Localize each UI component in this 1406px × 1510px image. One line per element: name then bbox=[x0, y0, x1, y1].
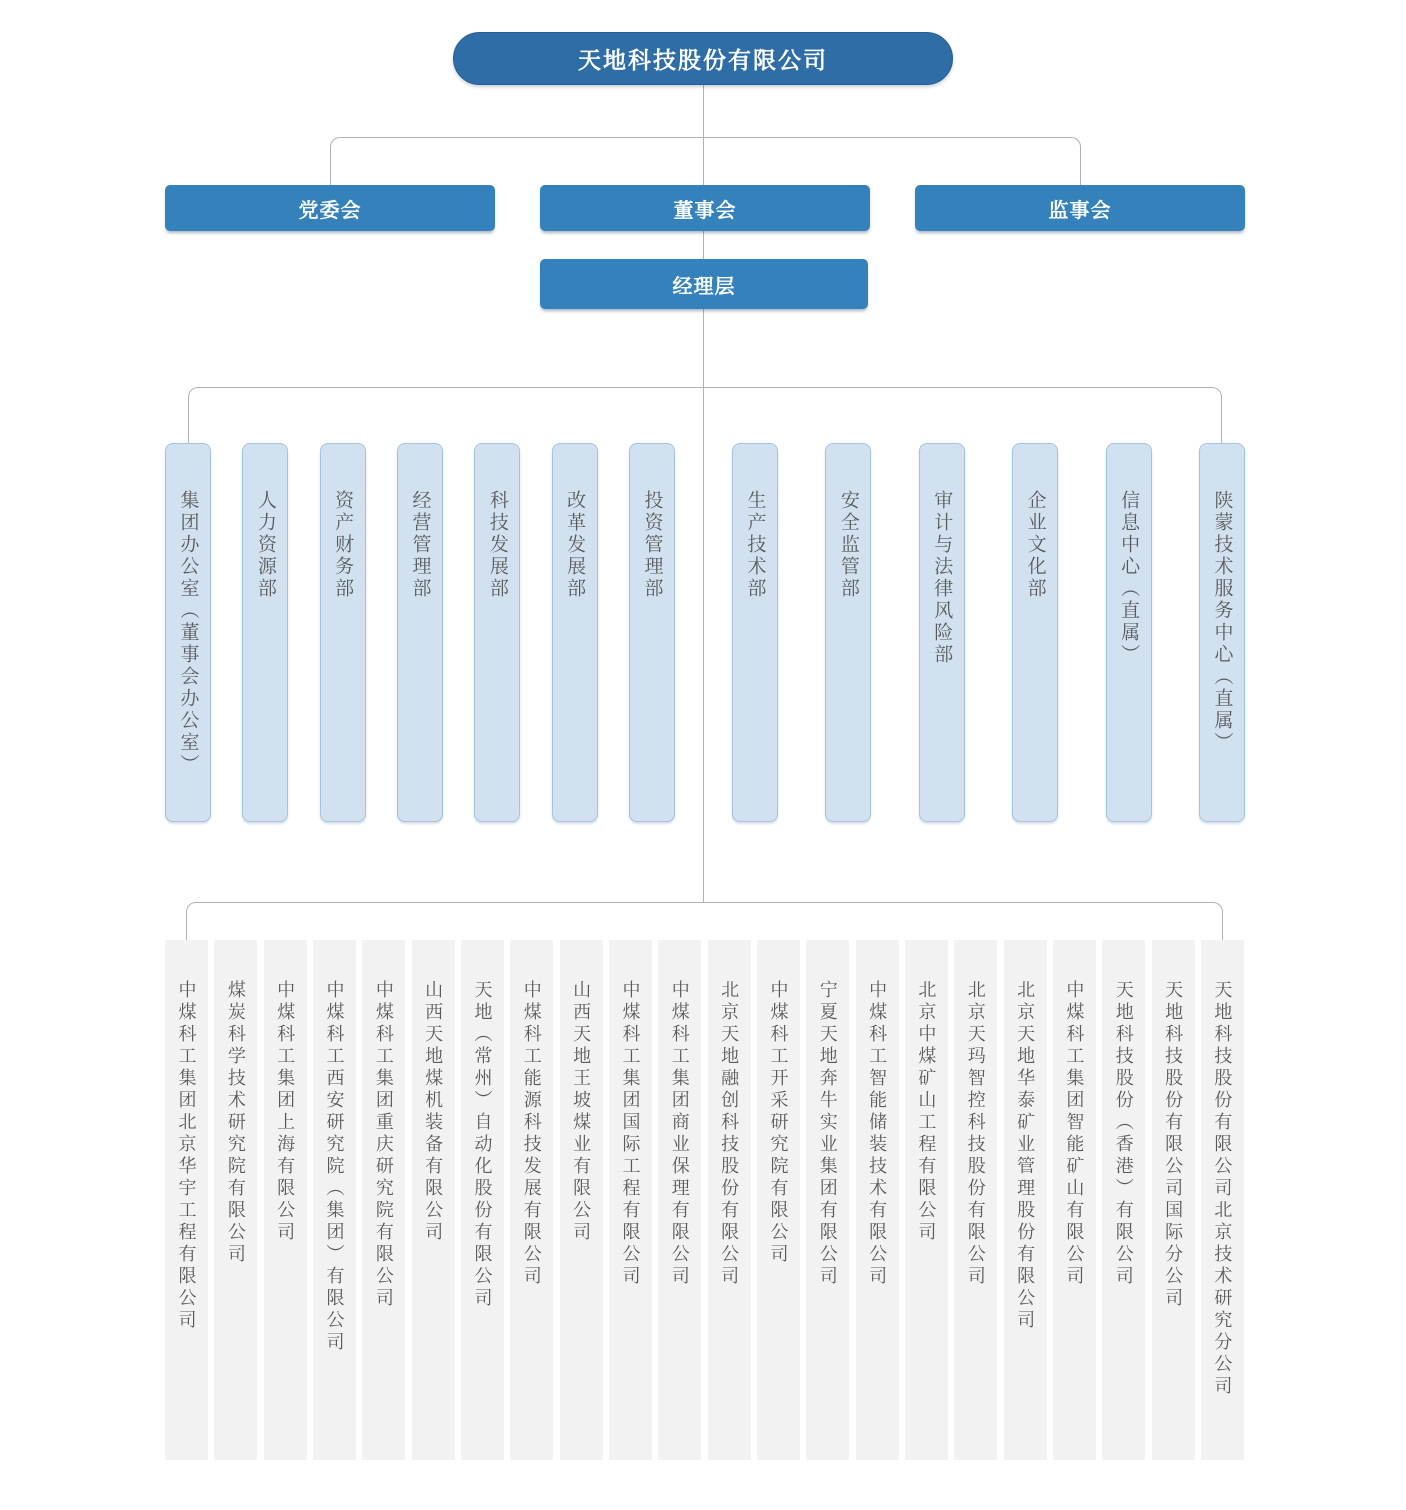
subsidiary-label: 中煤科工集团智能矿山有限公司 bbox=[1064, 980, 1085, 1288]
subsidiary-box bbox=[412, 940, 455, 1460]
subsidiary-box bbox=[1053, 940, 1096, 1460]
department-row bbox=[165, 443, 1245, 822]
department-label: 审计与法律风险部 bbox=[931, 490, 953, 666]
department-label: 安全监管部 bbox=[837, 490, 859, 600]
department-label: 经营管理部 bbox=[409, 490, 431, 600]
board-of-directors-box bbox=[540, 185, 870, 231]
subsidiary-label: 北京天地融创科技股份有限公司 bbox=[719, 980, 740, 1288]
subsidiary-box bbox=[264, 940, 307, 1460]
department-label: 生产技术部 bbox=[744, 490, 766, 600]
department-group-right bbox=[732, 443, 1245, 822]
department-box bbox=[320, 443, 366, 822]
subsidiary-label: 中煤科工集团国际工程有限公司 bbox=[620, 980, 641, 1288]
department-label: 投资管理部 bbox=[641, 490, 663, 600]
root-company-label: 天地科技股份有限公司 bbox=[578, 47, 828, 73]
subsidiary-box bbox=[1102, 940, 1145, 1460]
department-label: 改革发展部 bbox=[564, 490, 586, 600]
department-label: 企业文化部 bbox=[1024, 490, 1046, 600]
subsidiary-box bbox=[214, 940, 257, 1460]
subsidiary-label: 北京天地华泰矿业管理股份有限公司 bbox=[1015, 980, 1036, 1332]
department-box bbox=[242, 443, 288, 822]
department-box bbox=[397, 443, 443, 822]
subsidiary-label: 天地（常州）自动化股份有限公司 bbox=[472, 980, 493, 1310]
subsidiary-label: 中煤科工开采研究院有限公司 bbox=[768, 980, 789, 1266]
subsidiary-label: 中煤科工能源科技发展有限公司 bbox=[521, 980, 542, 1288]
subsidiary-label: 中煤科工智能储装技术有限公司 bbox=[867, 980, 888, 1288]
department-label: 资产财务部 bbox=[332, 490, 354, 600]
subsidiary-box bbox=[905, 940, 948, 1460]
department-box bbox=[919, 443, 965, 822]
subsidiary-label: 天地科技股份有限公司北京技术研究分公司 bbox=[1212, 980, 1233, 1398]
subsidiary-box bbox=[757, 940, 800, 1460]
board-of-directors-label: 董事会 bbox=[673, 199, 737, 222]
subsidiary-label: 天地科技股份（香港）有限公司 bbox=[1113, 980, 1134, 1288]
connector-board-management bbox=[703, 231, 704, 259]
subsidiary-box bbox=[856, 940, 899, 1460]
department-box bbox=[552, 443, 598, 822]
subsidiary-box bbox=[1152, 940, 1195, 1460]
subsidiary-box bbox=[560, 940, 603, 1460]
subsidiary-box bbox=[658, 940, 701, 1460]
department-box bbox=[629, 443, 675, 822]
subsidiary-box bbox=[806, 940, 849, 1460]
subsidiary-box bbox=[708, 940, 751, 1460]
department-label: 科技发展部 bbox=[486, 490, 508, 600]
subsidiary-label: 北京中煤矿山工程有限公司 bbox=[916, 980, 937, 1244]
subsidiary-label: 中煤科工集团重庆研究院有限公司 bbox=[373, 980, 394, 1310]
department-box bbox=[1106, 443, 1152, 822]
subsidiary-box bbox=[165, 940, 208, 1460]
subsidiary-label: 中煤科工集团北京华宇工程有限公司 bbox=[176, 980, 197, 1332]
department-group-left bbox=[165, 443, 675, 822]
subsidiary-label: 宁夏天地奔牛实业集团有限公司 bbox=[817, 980, 838, 1288]
party-committee-box bbox=[165, 185, 495, 231]
subsidiary-row bbox=[165, 940, 1244, 1460]
subsidiary-box bbox=[362, 940, 405, 1460]
subsidiary-label: 中煤科工集团上海有限公司 bbox=[275, 980, 296, 1244]
root-company-box bbox=[453, 32, 953, 85]
department-label: 信息中心（直属） bbox=[1118, 490, 1140, 666]
department-box bbox=[732, 443, 778, 822]
subsidiary-label: 中煤科工集团商业保理有限公司 bbox=[669, 980, 690, 1288]
department-box bbox=[1012, 443, 1058, 822]
governance-row bbox=[165, 185, 1245, 231]
department-box bbox=[1199, 443, 1245, 822]
connector-subsidiaries-bracket bbox=[186, 902, 1223, 940]
department-label: 陕蒙技术服务中心（直属） bbox=[1211, 490, 1233, 754]
subsidiary-box bbox=[609, 940, 652, 1460]
subsidiary-label: 山西天地王坡煤业有限公司 bbox=[571, 980, 592, 1244]
subsidiary-box bbox=[954, 940, 997, 1460]
subsidiary-box bbox=[313, 940, 356, 1460]
subsidiary-box bbox=[461, 940, 504, 1460]
party-committee-label: 党委会 bbox=[298, 199, 362, 222]
subsidiary-box bbox=[1004, 940, 1047, 1460]
subsidiary-label: 北京天玛智控科技股份有限公司 bbox=[965, 980, 986, 1288]
connector-governance-bracket bbox=[330, 137, 1081, 185]
management-label: 经理层 bbox=[672, 275, 736, 298]
management-box bbox=[540, 259, 868, 309]
department-label: 集团办公室（董事会办公室） bbox=[177, 490, 199, 776]
subsidiary-box bbox=[510, 940, 553, 1460]
department-box bbox=[165, 443, 211, 822]
subsidiary-label: 中煤科工西安研究院（集团）有限公司 bbox=[324, 980, 345, 1354]
department-box bbox=[825, 443, 871, 822]
supervisory-board-box bbox=[915, 185, 1245, 231]
supervisory-board-label: 监事会 bbox=[1048, 199, 1112, 222]
subsidiary-label: 煤炭科学技术研究院有限公司 bbox=[225, 980, 246, 1266]
subsidiary-label: 山西天地煤机装备有限公司 bbox=[423, 980, 444, 1244]
subsidiary-box bbox=[1201, 940, 1244, 1460]
department-label: 人力资源部 bbox=[254, 490, 276, 600]
subsidiary-label: 天地科技股份有限公司国际分公司 bbox=[1163, 980, 1184, 1310]
department-box bbox=[474, 443, 520, 822]
connector-departments-bracket bbox=[188, 387, 1222, 443]
